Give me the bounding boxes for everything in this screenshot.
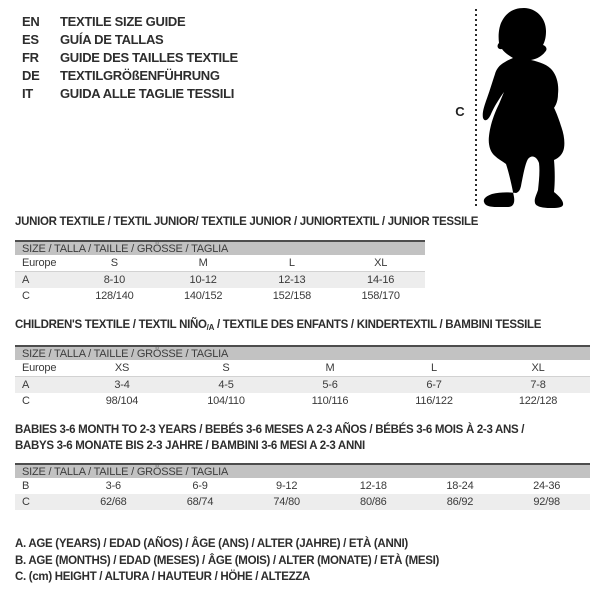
height-dotted-line xyxy=(475,9,477,208)
table-row xyxy=(15,478,590,494)
section-title-children xyxy=(15,319,541,332)
table-cell: L xyxy=(382,360,486,377)
children-title-pre: CHILDREN'S TEXTILE / TEXTIL NIÑO xyxy=(15,319,207,331)
table-cell: 6-9 xyxy=(192,480,208,492)
legend-line-b: B. AGE (MONTHS) / EDAD (MESES) / ÂGE (MOIS) / ALTER (MONATE) / ETÀ (MESI) xyxy=(15,554,440,567)
children-title-sub: /A xyxy=(206,323,215,332)
row-label: A xyxy=(15,272,70,289)
lang-row-en xyxy=(22,13,238,31)
legend-line-a: A. AGE (YEARS) / EDAD (AÑOS) / ÂGE (ANS) / ALTER (JAHRE) / ETÀ (ANNI) xyxy=(15,538,408,550)
table-cell: 7-8 xyxy=(486,377,590,394)
lang-code: IT xyxy=(22,86,33,101)
table-cell: 152/158 xyxy=(272,290,312,302)
table-cell: 140/152 xyxy=(183,290,223,302)
table-cell: 9-12 xyxy=(276,480,298,492)
table-row xyxy=(15,377,590,394)
size-header-row xyxy=(15,241,425,255)
table-cell: 116/122 xyxy=(415,395,453,407)
row-label: C xyxy=(22,290,30,302)
size-header: SIZE / TALLA / TAILLE / GRÖSSE / TAGLIA xyxy=(15,346,590,360)
lang-title: TEXTILE SIZE GUIDE xyxy=(60,14,186,29)
lang-title: GUÍA DE TALLAS xyxy=(60,32,164,47)
row-label: C xyxy=(15,494,70,510)
table-cell: L xyxy=(248,255,337,272)
table-row xyxy=(15,272,425,289)
lang-row-fr xyxy=(22,49,238,67)
size-header-row xyxy=(15,464,590,478)
table-cell: 4-5 xyxy=(174,377,278,394)
lang-code: ES xyxy=(22,32,39,47)
table-cell: 104/110 xyxy=(207,395,245,407)
row-label: Europe xyxy=(15,360,70,377)
table-cell: 5-6 xyxy=(278,377,382,394)
table-cell: 74/80 xyxy=(243,494,330,510)
size-header: SIZE / TALLA / TAILLE / GRÖSSE / TAGLIA xyxy=(15,464,590,478)
table-cell: 68/74 xyxy=(157,494,244,510)
table-cell: 92/98 xyxy=(503,494,590,510)
children-title-post: / TEXTILE DES ENFANTS / KINDERTEXTIL / BAMBINI TESSILE xyxy=(214,319,542,331)
lang-title: GUIDE DES TAILLES TEXTILE xyxy=(60,50,238,65)
table-cell: 86/92 xyxy=(417,494,504,510)
lang-code: EN xyxy=(22,14,40,29)
lang-title: GUIDA ALLE TAGLIE TESSILI xyxy=(60,86,235,101)
table-row xyxy=(15,360,590,377)
height-label-c: C xyxy=(455,104,465,119)
table-cell: 128/140 xyxy=(95,290,134,302)
size-table-babies xyxy=(15,463,590,510)
table-row xyxy=(15,255,425,272)
size-table-junior xyxy=(15,240,425,304)
section-title-babies xyxy=(15,422,524,454)
table-cell: 3-6 xyxy=(105,480,121,492)
size-header: SIZE / TALLA / TAILLE / GRÖSSE / TAGLIA xyxy=(15,241,425,255)
table-cell: XL xyxy=(336,255,425,272)
table-cell: 110/116 xyxy=(311,395,349,407)
table-row xyxy=(15,288,425,304)
table-cell: 10-12 xyxy=(159,272,248,289)
section-title-junior: JUNIOR TEXTILE / TEXTIL JUNIOR/ TEXTILE JUNIOR / JUNIORTEXTIL / JUNIOR TESSILE xyxy=(15,216,479,228)
row-label: B xyxy=(22,480,30,492)
lang-code: DE xyxy=(22,68,40,83)
lang-title: TEXTILGRÖßENFÜHRUNG xyxy=(60,68,220,83)
lang-row-it xyxy=(22,85,238,103)
table-cell: 14-16 xyxy=(336,272,425,289)
table-cell: 12-13 xyxy=(248,272,337,289)
table-cell: 8-10 xyxy=(70,272,159,289)
table-cell: 122/128 xyxy=(518,395,558,407)
legend xyxy=(15,536,439,586)
size-header-row xyxy=(15,346,590,360)
size-table-children xyxy=(15,345,590,409)
babies-title-line2: BABYS 3-6 MONATE BIS 2-3 JAHRE / BAMBINI 3-6 MESI A 2-3 ANNI xyxy=(15,440,365,452)
table-cell: 158/170 xyxy=(361,290,400,302)
table-cell: 18-24 xyxy=(446,480,474,492)
row-label: C xyxy=(22,395,30,407)
table-cell: 62/68 xyxy=(70,494,157,510)
babies-title-line1: BABIES 3-6 MONTH TO 2-3 YEARS / BEBÉS 3-6 MESES A 2-3 AÑOS / BÉBÉS 3-6 MOIS À 2-3 ANS / xyxy=(15,424,525,436)
lang-code: FR xyxy=(22,50,39,65)
table-cell: XS xyxy=(70,360,174,377)
table-cell: 6-7 xyxy=(382,377,486,394)
baby-silhouette-icon xyxy=(482,6,594,212)
table-cell: 12-18 xyxy=(359,480,387,492)
table-cell: 80/86 xyxy=(330,494,417,510)
table-cell: 3-4 xyxy=(70,377,174,394)
table-cell: S xyxy=(70,255,159,272)
lang-row-es xyxy=(22,31,238,49)
row-label: A xyxy=(15,377,70,394)
legend-line-c: C. (cm) HEIGHT / ALTURA / HAUTEUR / HÖHE / ALTEZZA xyxy=(15,571,311,583)
table-row xyxy=(15,393,590,409)
lang-row-de xyxy=(22,67,238,85)
language-list xyxy=(22,13,238,103)
table-cell: S xyxy=(174,360,278,377)
table-cell: XL xyxy=(486,360,590,377)
table-cell: M xyxy=(278,360,382,377)
table-cell: 24-36 xyxy=(533,480,561,492)
table-cell: 98/104 xyxy=(105,395,139,407)
row-label: Europe xyxy=(15,255,70,272)
table-cell: M xyxy=(159,255,248,272)
table-row xyxy=(15,494,590,510)
